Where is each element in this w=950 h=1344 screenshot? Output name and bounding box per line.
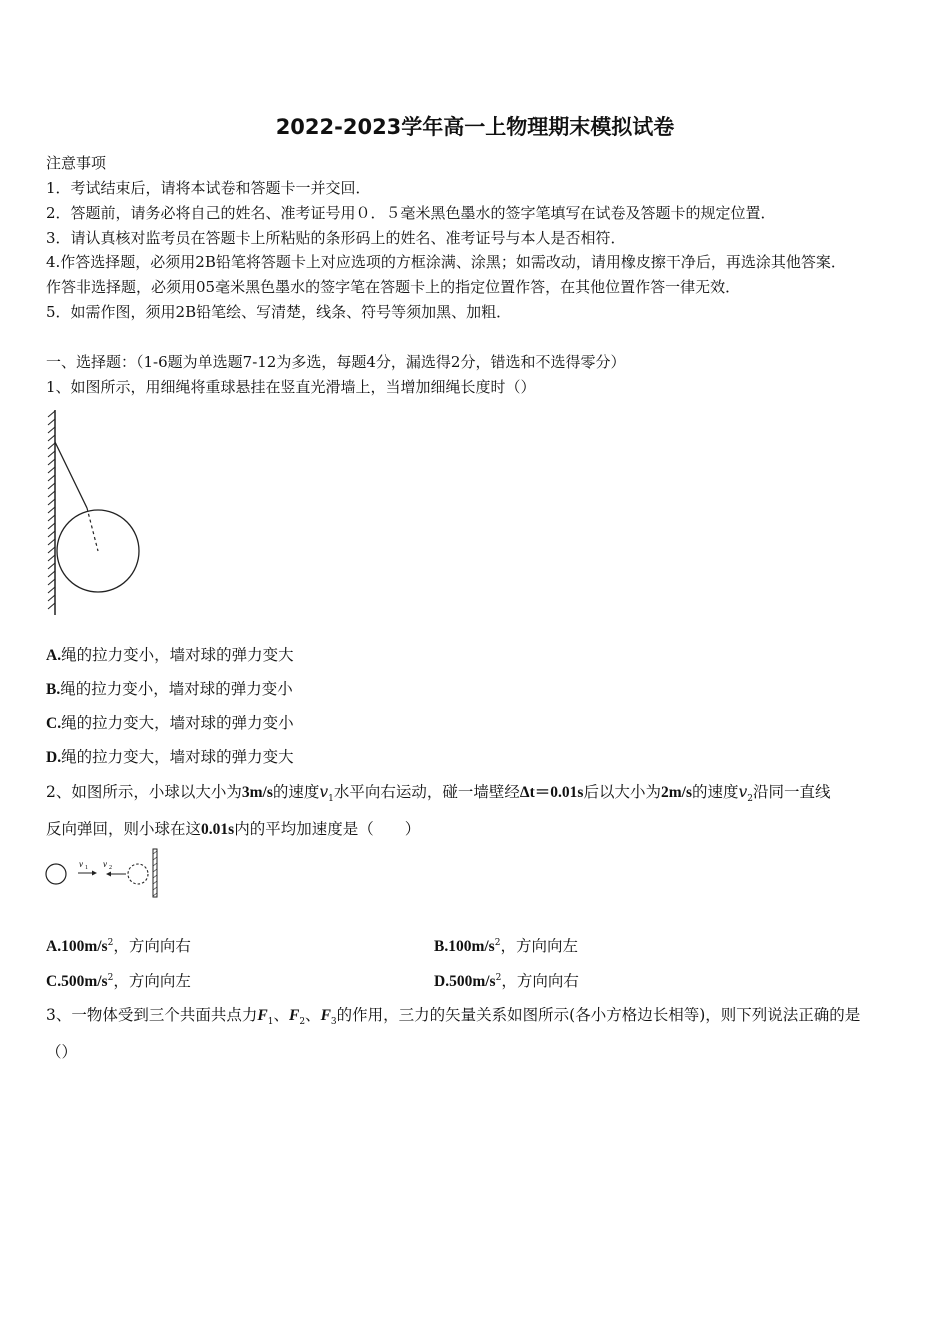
wall-ball-figure (40, 405, 150, 620)
notice-item: 2．答题前，请务必将自己的姓名、准考证号用０．５毫米黑色墨水的签字笔填写在试卷及答题卡的规定位置． (46, 204, 776, 222)
rope (55, 442, 87, 508)
notice-item: 5．如需作图，须用2B铅笔绘、写清楚，线条、符号等须加黑、加粗． (46, 303, 512, 321)
q1-option-c: C.绳的拉力变大，墙对球的弹力变小 (46, 714, 294, 732)
v2-label: v (103, 859, 107, 869)
svg-text:1: 1 (85, 865, 88, 871)
notice-item: 1．考试结束后，请将本试卷和答题卡一并交回． (46, 179, 371, 197)
q2-option-c: $C.500m/s^2$，方向向左 (46, 972, 191, 990)
rope-dashed (87, 508, 98, 551)
ball-after (128, 864, 148, 884)
question-3-stem: 3、一物体受到三个共面共点力$F_1$、$F_2$、$F_3$的作用，三力的矢量关系如图所示(各小方格边长相等)，则下列说法正确的是 (46, 1006, 861, 1028)
section-heading: 一、选择题：（1-6题为单选题7-12为多选，每题4分，漏选得2分，错选和不选得零分） (46, 353, 626, 371)
notice-item: 3．请认真核对监考员在答题卡上所粘贴的条形码上的姓名、准考证号与本人是否相符． (46, 229, 626, 247)
q2-option-d: $D.500m/s^2$，方向向右 (434, 972, 579, 990)
ball-before (46, 864, 66, 884)
ball-wall-collision-figure (42, 846, 167, 898)
q2-option-a: $A.100m/s^2$，方向向右 (46, 937, 191, 955)
question-3-stem-line2: （） (46, 1043, 78, 1061)
q1-option-b: B.绳的拉力变小，墙对球的弹力变小 (46, 680, 293, 698)
q1-option-a: A.绳的拉力变小，墙对球的弹力变大 (46, 646, 294, 664)
q2-option-b: $B.100m/s^2$，方向向左 (434, 937, 578, 955)
page-title: 2022-2023学年高一上物理期末模拟试卷 (275, 115, 675, 139)
notice-item: 作答非选择题，必须用05毫米黑色墨水的签字笔在答题卡上的指定位置作答，在其他位置作答一律无效． (46, 278, 741, 296)
v1-label: v (79, 859, 83, 869)
question-1-stem: 1、如图所示，用细绳将重球悬挂在竖直光滑墙上，当增加细绳长度时（） (46, 378, 536, 396)
question-2-stem-line2: 反向弹回，则小球在这0.01s内的平均加速度是（ ） (46, 820, 421, 838)
notice-heading: 注意事项 (46, 154, 107, 172)
svg-text:2: 2 (109, 865, 112, 871)
q1-option-d: D.绳的拉力变大，墙对球的弹力变大 (46, 748, 294, 766)
wall-hatching (48, 410, 55, 615)
notice-item: 4.作答选择题，必须用2B铅笔将答题卡上对应选项的方框涂满、涂黑；如需改动，请用橡皮擦干净后，再选涂其他答案． (46, 253, 846, 271)
question-2-stem: 2、如图所示，小球以大小为3m/s的速度$v_1$水平向右运动，碰一墙壁经Δt＝0.01s后以大小为2m/s的速度$v_2$沿同一直线 (46, 783, 831, 805)
